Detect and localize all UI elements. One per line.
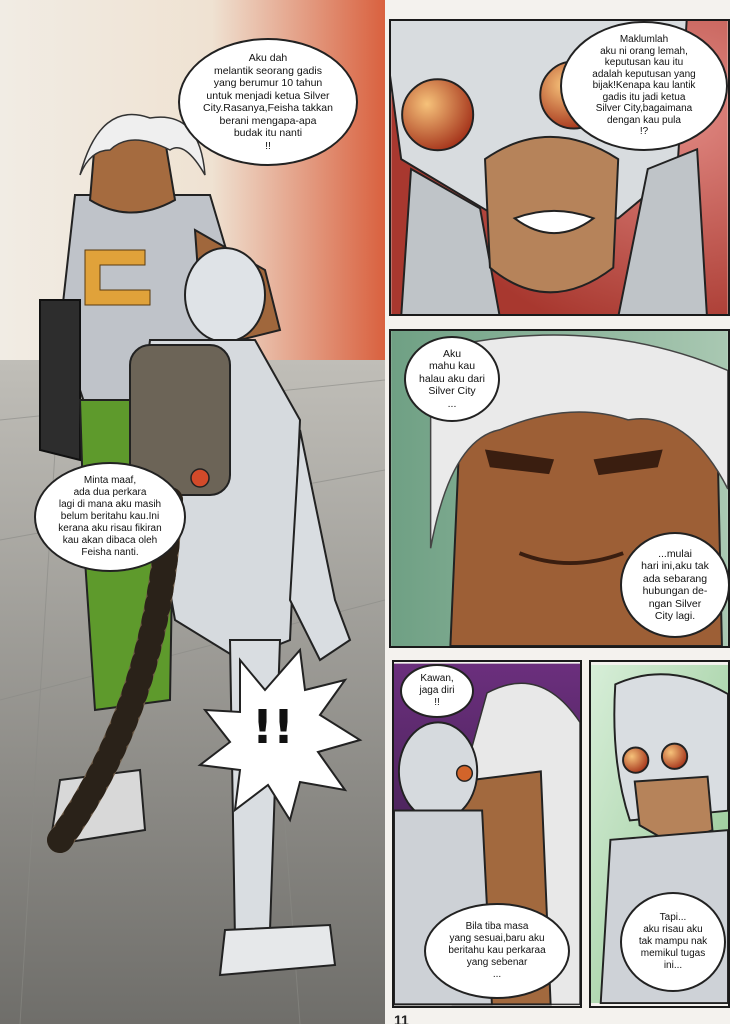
page-number: 11 [394, 1012, 409, 1024]
speech-bubble-top-right: Maklumlah aku ni orang lemah, keputusan kau itu adalah keputusan yang bijak!Kenapa kau lantik gadis itu jadi ketua Silver City,bagaimana dengan kau pula !? [560, 21, 728, 151]
speech-bubble-bottom-left-top: Kawan, jaga diri !! [400, 664, 474, 718]
speech-bubble-bottom-right: Tapi... aku risau aku tak mampu nak memikul tugas ini... [620, 892, 726, 992]
speech-bubble-mid-right-bottom: ...mulai hari ini,aku tak ada sebarang hubungan de- ngan Silver City lagi. [620, 532, 730, 638]
sfx-text: !! [252, 700, 294, 754]
speech-bubble-bottom-left-bottom: Bila tiba masa yang sesuai,baru aku beritahu kau perkaraa yang sebenar ... [424, 903, 570, 999]
speech-bubble-left-top: Aku dah melantik seorang gadis yang berumur 10 tahun untuk menjadi ketua Silver City.Rasanya,Feisha takkan berani mengapa-apa budak itu nanti !! [178, 38, 358, 166]
speech-bubble-left-mid: Minta maaf, ada dua perkara lagi di mana aku masih belum beritahu kau.Ini kerana aku risau fikiran kau akan dibaca oleh Feisha nanti. [34, 462, 186, 572]
speech-bubble-mid-right-top: Aku mahu kau halau aku dari Silver City ... [404, 336, 500, 422]
